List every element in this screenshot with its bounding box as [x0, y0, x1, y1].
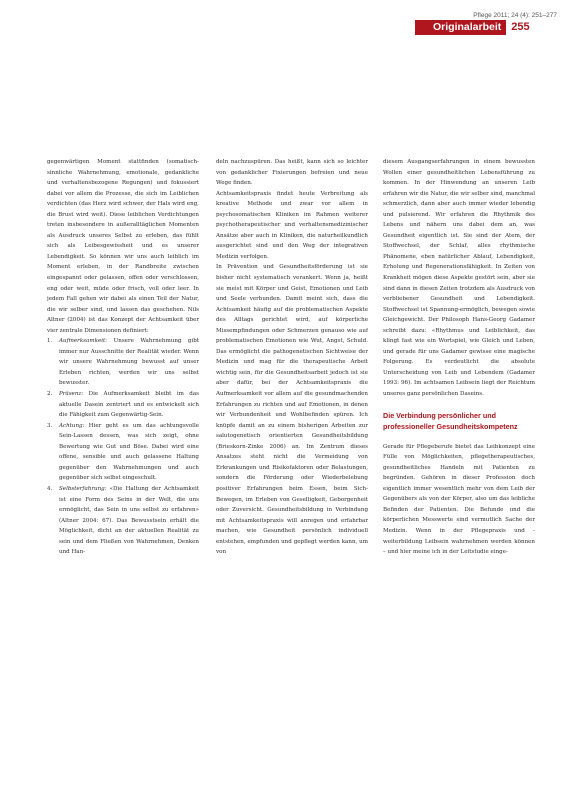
list-term: Präsenz:	[59, 391, 84, 398]
paragraph: diesem Ausgangserfahrungen in einem bewussten Wollen einer gesundheitlichen Lebensführung zu kommen. In der Hinwendung an unseren Leib erfahren wir die Natur, die wir selber sind, manchmal schmerzlich, dann aber auch immer wieder lebendig und pulsierend. Wir erfahren die Rhythmik des Lebens und nähern uns dabei dem an, was Gesundheit eigentlich ist. Sie sind der Atem, der Stoffwechsel, der Schlaf, alles rhythmische Phänomene, eben natürlicher Ablauf, Lebendigkeit, Erholung und Regenerationsfähigkeit. In Zeiten von Krankheit mögen diese Aspekte gestört sein, aber sie sind dann in diesen Zeiten trotzdem als Ausdruck von verbliebener Gesundheit und Lebendigkeit. Stoffwechsel ist Spannung-ermöglich, bewegen sowie Gleichgewicht. Der Philosoph Hans-Georg Gadamer schreibt dazu: «Rhythmus und Leiblichkeit, das klingt fast wie ein Wortspiel, wie Gleich und Leben, und gerade für uns Gadamer gewisse eine magische Folgerung. Es verdeutlicht die absolute Unterscheidung von Leib und Lebendem (Gadamer 1993: 96). Im achtsamen Leibsein liegt der Reichtum unseres ganz persönlichen Daseins.	[383, 159, 535, 398]
paragraph: In Prävention und Gesundheitsförderung ist sie bisher nicht systematisch verankert. Wenn ja, heißt sie meist mit Körper und Geist, Emotionen und Leib und Seele verbunden. Damit meint sich, dass die Achtsamkeit häufig auf die problematischen Aspekte des Alltags gerichtet wird, auf körperliche Missempfindungen oder Schmerzen genauso wie auf problematischen Emotionen wie Wut, Angst, Schuld. Das ermöglicht die pathogenetischen Sichtweise der Medizin und mag für die therapeutische Arbeit wichtig sein, für die Gesundheitsarbeit jedoch ist sie aber dafür, bei der Achtsamkeitspraxis die Aufmerksamkeit vor allem auf die gesundmachenden Erfahrungen zu richten und auf Emotionen, in denen wir Verbundenheit und Wohlbefinden spüren. Ich knüpfe damit an zu einem bisherigen Arbeiten zur salutogenetisch orientierten Gesundheitsbildung (Brieskorn-Zinke 2006) an. Im Zentrum dieses Ansatzes steht nicht die Vermeidung von Erkrankungen und Risikofaktoren oder Belastungen, sondern die Förderung oder Wiederbelebung positiver Erfahrungen beim Essen, beim Sich-Bewegen, im Erleben von Geselligkeit, Geborgenheit oder Zuversicht. Gesundheitsbildung in Verbindung mit Achtsamkeitspraxis will anregen und erfahrbar machen, wie Gesundheit persönlich individuell entstehen, empfunden und gepflegt werden kann, um von	[216, 264, 368, 556]
dimension-list	[47, 336, 199, 557]
page-number: 255	[511, 21, 530, 33]
list-text: Die Aufmerksamkeit bleibt im das aktuelle Dasein zentriert und es entwickelt sich die Fähigkeit zum Gegenwärtig-Sein.	[59, 391, 199, 419]
paragraph: Gerade für Pflegeberufe bietet das Leibkonzept eine Fülle von Möglichkeiten, pflegetherapeutisches, gesundheitliches Handeln mit Patienten zu begründen. Gehören in dieser Profession doch eigentlich immer wesentlich mehr von dem Leib der Gegenübers als von der Körper, also um das leibliche Befinden der Patienten. Die Befunde und die körperlichen Messwerte sind vermutlich Sache der Medizin. Wenn in der Pflegepraxis und -weiterbildung Leibsein wahrnehmen werden können – und hier meine ich in der Leitstudie einge-	[383, 443, 535, 556]
list-text: Hier geht es um das achtungsvolle Sein-Lassen dessen, was sich zeigt, ohne Bewertung wie Gut und Böse. Dabei wird eine offene, sensible und auch gelassene Haltung gegenüber den Wahrnehmungen und auch gegenüber sich selbst eingeschult.	[59, 422, 199, 482]
section-heading: Die Verbindung persönlicher und professioneller Gesundheitskompetenz	[383, 410, 518, 431]
journal-citation: Pflege 2011; 24 (4): 251–277	[473, 12, 557, 19]
list-term: Achtung:	[59, 422, 85, 429]
paragraph: Achtsamkeitspraxis findet heute Verbreitung als kreative Methode und zwar vor allem in psychosomatischen Kliniken im Rahmen weiterer psychotherapeutischer und verhaltensmedizinischer Ansätze aber auch in Kliniken, die naturheilkundlich ausgerichtet sind und den Weg der integrativen Medizin verfolgen.	[216, 190, 368, 260]
list-number: 1.	[47, 338, 53, 345]
list-item	[47, 421, 199, 484]
list-item	[47, 336, 199, 389]
section-tag: Originalarbeit	[415, 20, 506, 35]
list-item	[47, 389, 199, 421]
text-column-3	[383, 157, 535, 797]
list-number: 3.	[47, 422, 53, 429]
list-term: Selbsterfahrung:	[59, 485, 107, 492]
text-column-2	[216, 157, 368, 797]
page-header	[415, 20, 573, 35]
list-term: Aufmerksamkeit:	[59, 338, 108, 345]
text-column-1	[47, 157, 199, 797]
paragraph: deln nachzuspüren. Das heißt, kann sich so leichter von gedanklicher Fixierungen befreien und neue Wege finden.	[216, 159, 368, 187]
list-item	[47, 484, 199, 558]
list-text: Unsere Wahrnehmung gibt immer nur Ausschnitte der Realität wieder. Wenn wir unsere Wahrnehmung bewusst auf unser Erleben richten, werden wir uns selbst bewusster.	[59, 338, 199, 387]
list-number: 2.	[47, 391, 53, 398]
list-number: 4.	[47, 485, 53, 492]
paragraph: gegenwärtigen Moment stattfinden (somatisch-sinnliche Wahrnehmung, emotionale, gedankliche und verhaltensbezogene Regungen) und fokussiert dabei vor allem die Prozesse, die sich im Leiblichen verdichten (das Herz wird schwer, der Hals wird eng, die Brust wird weit). Diese leiblichen Verdichtungen treten insbesondere in außeralltäglichen Momenten als Ausdruck unseres Selbst zu erleben, das fühlt sich als Leibesgewissheit und es unserer Lebendigkeit. So können wir uns auch leiblich im Moment erleben, in der Randbreite zwischen eingespannt oder gelassen, offen oder verschlossen, eng oder weit, müde oder frisch, voll oder leer. In jedem Fall gehen wir dabei als einen Teil der Natur, die wir selber sind, und lassen das geschehen. Nils Altner (2004) ist das Konzept der Achtsamkeit über vier zentrale Dimensionen definiert:	[47, 159, 199, 334]
list-text: «Die Haltung der Achtsamkeit ist eine Form des Seins in der Welt, die uns ermöglicht, das Sein in uns selbst zu erfahren» (Altner 2004: 67). Das Bewusstsein erhält die Möglichkeit, dicht an der aktuellen Realität zu sein und dem Fließen von Wahrnehmen, Denken und Han-	[59, 485, 199, 556]
